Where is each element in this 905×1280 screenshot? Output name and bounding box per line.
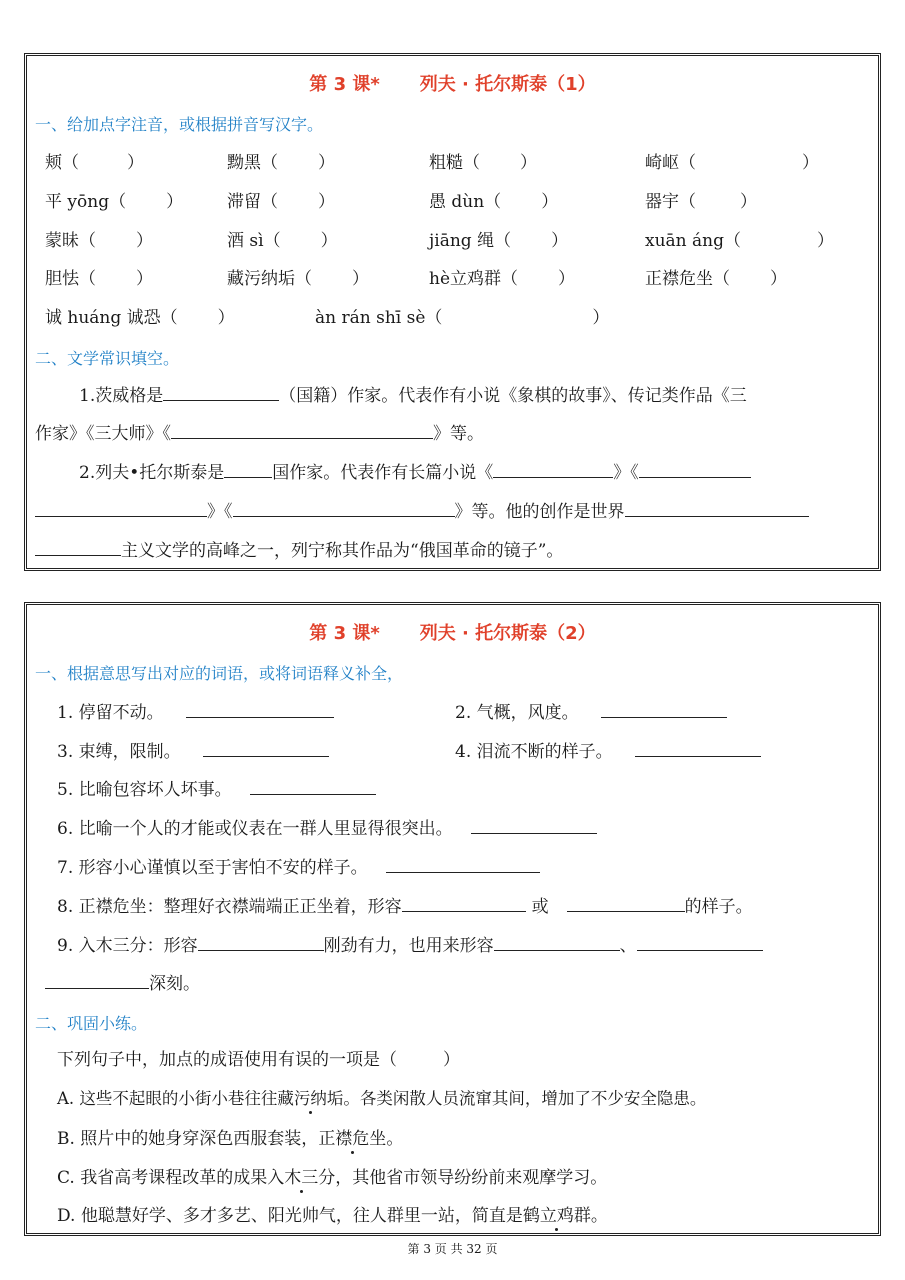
page-footer: 第 3 页 共 32 页 <box>407 1242 498 1256</box>
literature-q2-line3: 主义文学的高峰之一，列宁称其作品为“俄国革命的镜子”。 <box>35 536 563 561</box>
answer-blank[interactable] <box>45 974 149 989</box>
pinyin-item[interactable]: 胆怯（ ） <box>45 269 153 289</box>
section-practice-title: 二、巩固小练。 <box>35 1014 148 1033</box>
vocab-item: 7. 形容小心谨慎以至于害怕不安的样子。 <box>57 853 540 878</box>
literature-q1-line1: 1.茨威格是 （国籍）作家。代表作有小说《象棋的故事》、传记类作品《三 <box>79 386 747 406</box>
answer-blank[interactable] <box>639 463 751 478</box>
worksheet-panel-1 <box>24 53 881 571</box>
answer-blank[interactable] <box>171 424 433 439</box>
pinyin-item[interactable]: àn rán shī sè（ ） <box>315 308 610 328</box>
vocab-item: 3. 束缚，限制。 <box>57 737 329 762</box>
dotted-idiom: 藏污纳垢 <box>277 1085 343 1109</box>
pinyin-item[interactable]: xuān áng（ ） <box>645 231 834 251</box>
vocab-item-9-cont: 深刻。 <box>45 969 200 994</box>
vocab-item: 5. 比喻包容坏人坏事。 <box>57 775 376 800</box>
lesson-name: 列夫 · 托尔斯泰（1） <box>419 74 596 95</box>
literature-q2-line2: 》《 》等。他的创作是世界 <box>35 497 809 522</box>
option-d[interactable]: D. 他聪慧好学、多才多艺、阳光帅气，往人群里一站，简直是鹤立鸡群。 <box>57 1201 608 1226</box>
answer-blank[interactable] <box>35 541 121 556</box>
answer-blank[interactable] <box>35 502 207 517</box>
pinyin-item[interactable]: 酒 sì（ ） <box>227 231 338 251</box>
option-a[interactable]: A. 这些不起眼的小街小巷往往藏污纳垢。各类闲散人员流窜其间，增加了不少安全隐患。 <box>57 1085 706 1109</box>
vocab-item-8: 8. 正襟危坐：整理好衣襟端端正正坐着，形容 或 的样子。 <box>57 897 753 917</box>
option-b[interactable]: B. 照片中的她身穿深色西服套装，正襟危坐。 <box>57 1124 403 1149</box>
pinyin-item[interactable]: 平 yōng（ ） <box>45 192 184 212</box>
dotted-idiom: 正襟危坐 <box>318 1124 386 1149</box>
literature-q1-line2: 作家》《三大师》《 》等。 <box>35 424 484 444</box>
pinyin-item[interactable]: 器宇（ ） <box>645 192 757 212</box>
pinyin-item[interactable]: 颊（ ） <box>45 153 144 173</box>
answer-blank[interactable] <box>386 858 540 873</box>
pinyin-item[interactable]: 愚 dùn（ ） <box>429 192 559 212</box>
pinyin-item[interactable]: hè立鸡群（ ） <box>429 269 576 289</box>
answer-blank[interactable] <box>494 936 620 951</box>
pinyin-item[interactable]: 黝黑（ ） <box>227 153 335 173</box>
option-c[interactable]: C. 我省高考课程改革的成果入木三分，其他省市领导纷纷前来观摩学习。 <box>57 1163 607 1188</box>
answer-blank[interactable] <box>567 897 685 912</box>
answer-blank[interactable] <box>402 897 526 912</box>
answer-blank[interactable] <box>224 463 272 478</box>
vocab-item: 4. 泪流不断的样子。 <box>455 737 761 762</box>
pinyin-item[interactable]: 藏污纳垢（ ） <box>227 269 369 289</box>
answer-blank[interactable] <box>203 742 329 757</box>
lesson-number: 第 3 课* <box>309 74 380 95</box>
answer-blank[interactable] <box>186 703 334 718</box>
literature-q2-line1: 2.列夫•托尔斯泰是 国作家。代表作有长篇小说《 》《 <box>79 458 751 483</box>
answer-blank[interactable] <box>250 780 376 795</box>
answer-blank[interactable] <box>637 936 763 951</box>
answer-blank[interactable] <box>198 936 324 951</box>
dotted-idiom: 入木三分 <box>267 1163 335 1188</box>
pinyin-item[interactable]: 正襟危坐（ ） <box>645 269 787 289</box>
vocab-item: 2. 气概，风度。 <box>455 698 727 723</box>
dotted-idiom: 鹤立鸡群 <box>523 1201 591 1226</box>
section-literature-title: 二、文学常识填空。 <box>35 349 180 368</box>
vocab-item: 6. 比喻一个人的才能或仪表在一群人里显得很突出。 <box>57 814 597 839</box>
practice-question: 下列句子中，加点的成语使用有误的一项是（ ） <box>57 1050 460 1070</box>
answer-blank[interactable] <box>163 386 279 401</box>
section-vocabulary-title: 一、根据意思写出对应的词语，或将词语释义补全， <box>35 664 404 683</box>
pinyin-item[interactable]: 蒙昧（ ） <box>45 231 153 251</box>
answer-blank[interactable] <box>233 502 455 517</box>
answer-blank[interactable] <box>625 502 809 517</box>
pinyin-item[interactable]: 滞留（ ） <box>227 192 335 212</box>
answer-blank[interactable] <box>635 742 761 757</box>
pinyin-item[interactable]: jiāng 绳（ ） <box>429 231 569 251</box>
panel-2-title <box>27 619 878 645</box>
worksheet-panel-2 <box>24 602 881 1236</box>
panel-1-title <box>27 70 878 96</box>
answer-blank[interactable] <box>493 463 613 478</box>
pinyin-item[interactable]: 诚 huáng 诚恐（ ） <box>45 308 235 328</box>
vocab-item-9: 9. 入木三分：形容 刚劲有力，也用来形容 、 <box>57 931 763 956</box>
lesson-number: 第 3 课* <box>309 623 380 644</box>
pinyin-item[interactable]: 粗糙（ ） <box>429 153 537 173</box>
vocab-item: 1. 停留不动。 <box>57 698 334 723</box>
answer-blank[interactable] <box>471 819 597 834</box>
answer-blank[interactable] <box>601 703 727 718</box>
lesson-name: 列夫 · 托尔斯泰（2） <box>419 623 596 644</box>
section-pinyin-title: 一、给加点字注音，或根据拼音写汉字。 <box>35 115 324 134</box>
pinyin-item[interactable]: 崎岖（ ） <box>645 153 819 173</box>
